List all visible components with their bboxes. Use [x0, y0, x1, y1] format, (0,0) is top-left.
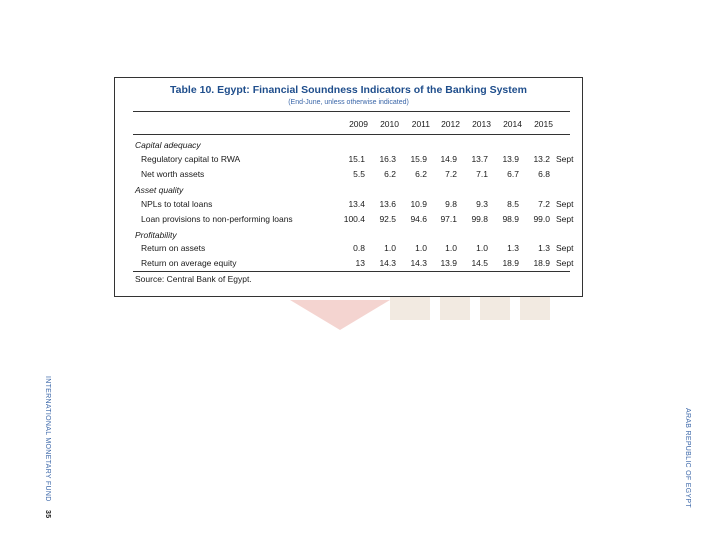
row-label: Loan provisions to non-performing loans [141, 214, 293, 224]
row-label: Return on average equity [141, 258, 237, 268]
cell: 7.1 [476, 169, 488, 179]
cell: 14.5 [471, 258, 488, 268]
cell: 15.1 [348, 154, 365, 164]
section-heading [115, 140, 582, 155]
cell: 13.4 [348, 199, 365, 209]
row-note: Sept [556, 243, 574, 253]
cell: 18.9 [533, 258, 550, 268]
cell: 99.0 [533, 214, 550, 224]
row-note: Sept [556, 154, 574, 164]
cell: 99.8 [471, 214, 488, 224]
cell: 9.3 [476, 199, 488, 209]
year-header: 2009 [349, 119, 368, 129]
cell: 16.3 [379, 154, 396, 164]
cell: 18.9 [502, 258, 519, 268]
table-row [115, 154, 582, 169]
cell: 6.2 [384, 169, 396, 179]
row-label: Regulatory capital to RWA [141, 154, 241, 164]
cell: 14.9 [440, 154, 457, 164]
divider [133, 271, 570, 272]
cell: 0.8 [353, 243, 365, 253]
table-row [115, 199, 582, 214]
year-header: 2015 [534, 119, 553, 129]
row-label: Net worth assets [141, 169, 205, 179]
section-heading [115, 185, 582, 200]
table-row [115, 169, 582, 184]
cell: 15.9 [410, 154, 427, 164]
cell: 13.9 [440, 258, 457, 268]
cell: 13.6 [379, 199, 396, 209]
cell: 5.5 [353, 169, 365, 179]
row-note: Sept [556, 199, 574, 209]
cell: 6.2 [415, 169, 427, 179]
page-number: 35 [44, 509, 51, 519]
cell: 13.2 [533, 154, 550, 164]
cell: 8.5 [507, 199, 519, 209]
table-row [115, 243, 582, 258]
year-header: 2014 [503, 119, 522, 129]
year-header: 2012 [441, 119, 460, 129]
cell: 1.3 [538, 243, 550, 253]
right-footer [677, 408, 691, 508]
row-label: NPLs to total loans [141, 199, 213, 209]
cell: 14.3 [379, 258, 396, 268]
year-header: 2011 [411, 119, 430, 129]
cell: 1.0 [476, 243, 488, 253]
table-subtitle: (End-June, unless otherwise indicated) [288, 99, 409, 106]
section-label: Profitability [135, 230, 177, 240]
year-header: 2013 [472, 119, 491, 129]
cell: 7.2 [445, 169, 457, 179]
cell: 13.9 [502, 154, 519, 164]
cell: 6.8 [538, 169, 550, 179]
cell: 13.7 [471, 154, 488, 164]
cell: 7.2 [538, 199, 550, 209]
table-source: Source: Central Bank of Egypt. [135, 274, 252, 284]
divider [133, 134, 570, 135]
section-label: Capital adequacy [135, 140, 201, 150]
cell: 1.0 [415, 243, 427, 253]
financial-indicators-table [114, 77, 583, 297]
cell: 6.7 [507, 169, 519, 179]
table-title: Table 10. Egypt: Financial Soundness Indicators of the Banking System [170, 84, 527, 96]
cell: 1.0 [384, 243, 396, 253]
cell: 9.8 [445, 199, 457, 209]
cell: 1.0 [445, 243, 457, 253]
cell: 1.3 [507, 243, 519, 253]
row-note: Sept [556, 214, 574, 224]
cell: 97.1 [440, 214, 457, 224]
cell: 14.3 [410, 258, 427, 268]
row-note: Sept [556, 258, 574, 268]
cell: 10.9 [410, 199, 427, 209]
left-footer [37, 376, 51, 526]
cell: 13 [355, 258, 365, 268]
table-row [115, 214, 582, 229]
section-label: Asset quality [135, 185, 184, 195]
cell: 92.5 [379, 214, 396, 224]
country-label: ARAB REPUBLIC OF EGYPT [684, 408, 691, 508]
publisher-label: INTERNATIONAL MONETARY FUND [44, 376, 51, 502]
row-label: Return on assets [141, 243, 206, 253]
year-header: 2010 [380, 119, 399, 129]
cell: 100.4 [343, 214, 365, 224]
divider [133, 111, 570, 112]
cell: 94.6 [410, 214, 427, 224]
cell: 98.9 [502, 214, 519, 224]
